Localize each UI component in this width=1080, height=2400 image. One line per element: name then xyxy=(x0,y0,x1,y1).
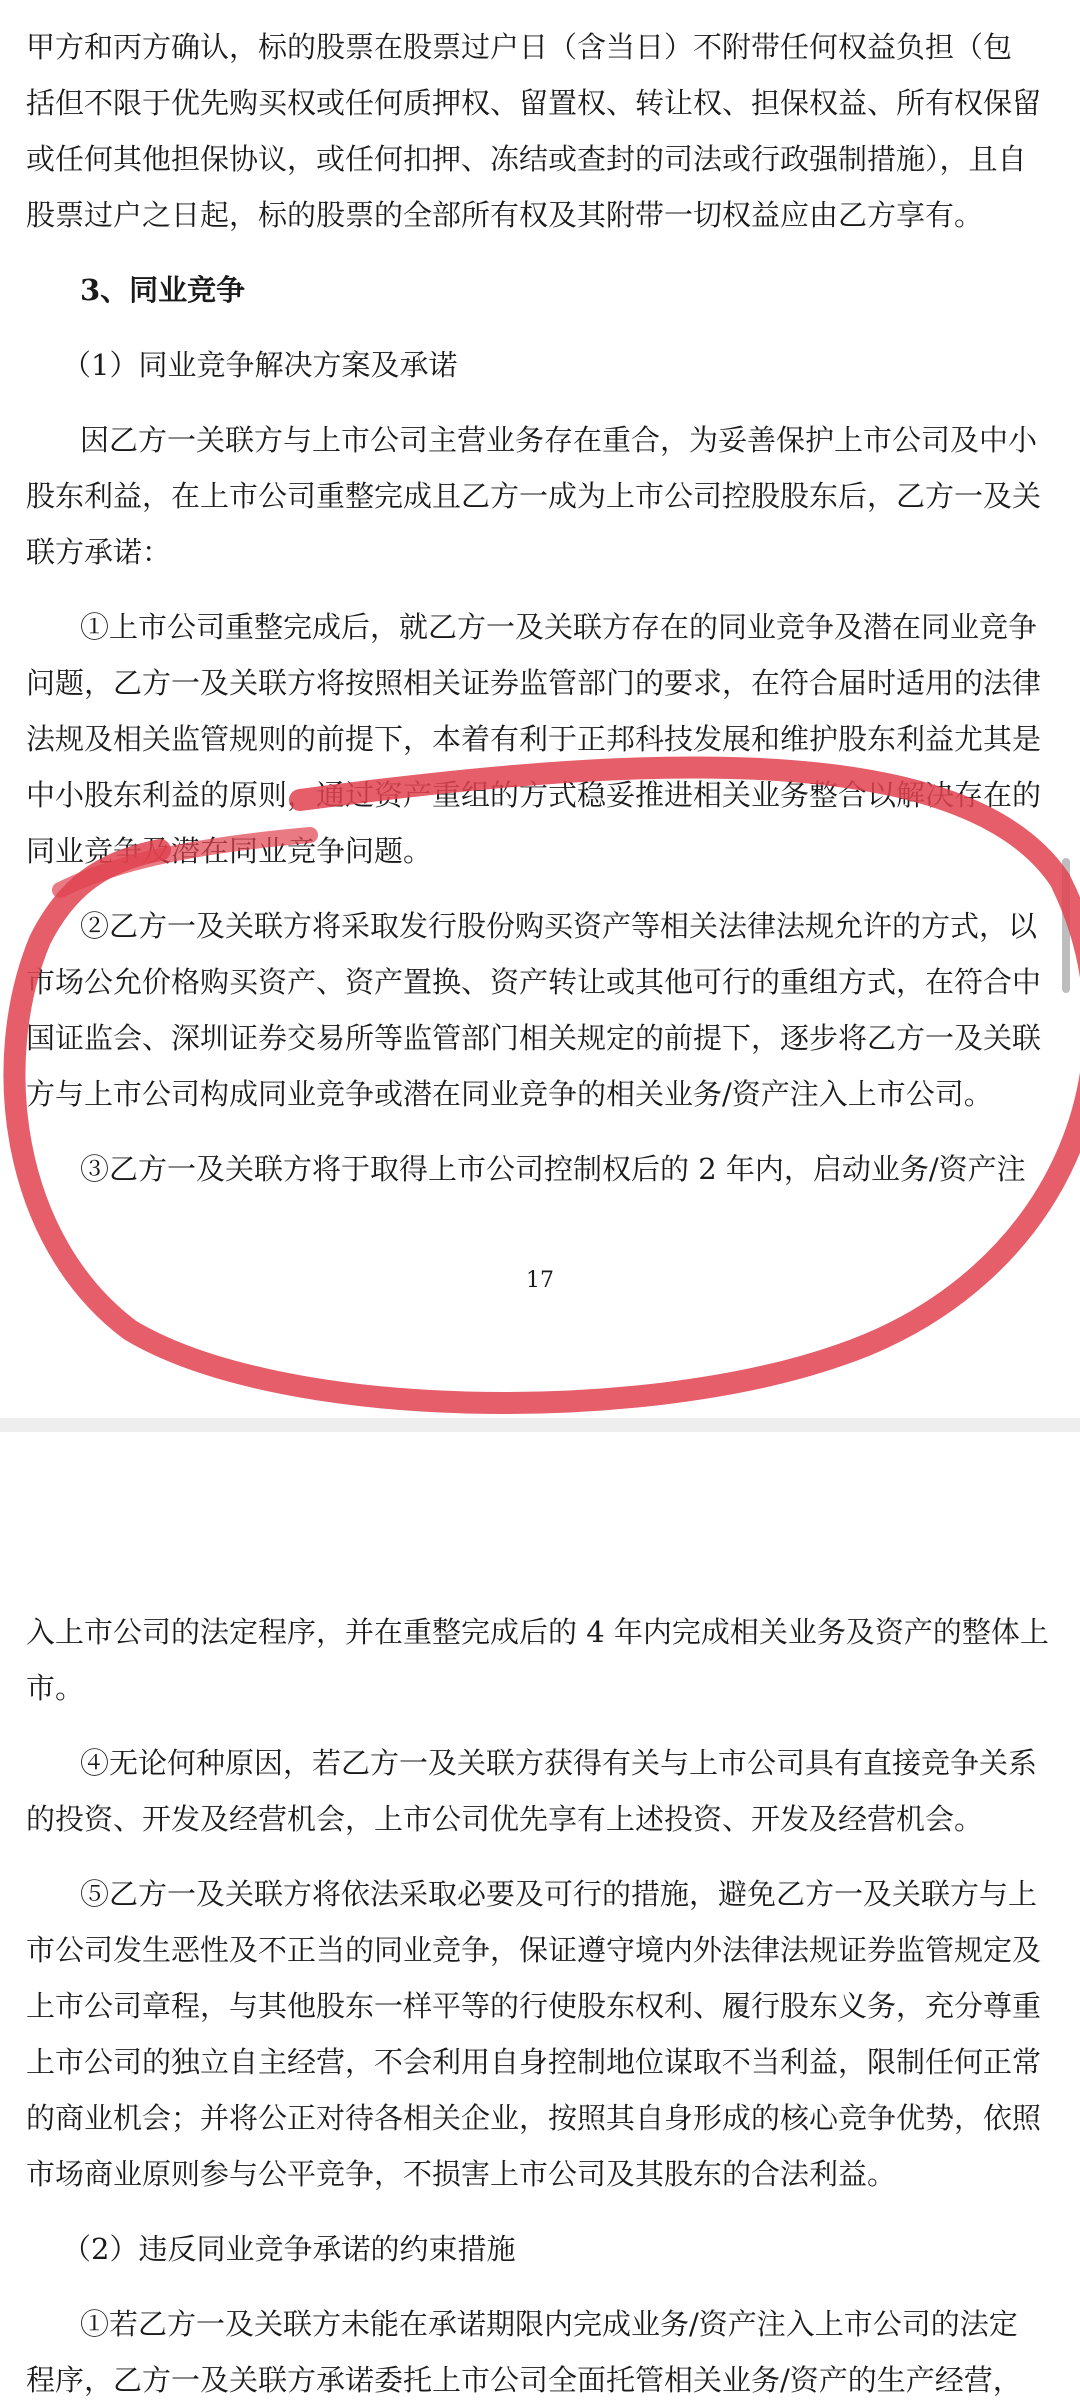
paragraph-line: 程序，乙方一及关联方承诺委托上市公司全面托管相关业务/资产的生产经营， xyxy=(26,2363,1022,2397)
page-number: 17 xyxy=(526,1268,554,1293)
paragraph-line: ②乙方一及关联方将采取发行股份购买资产等相关法律法规允许的方式，以 xyxy=(80,909,1038,943)
paragraph-line: 股东利益，在上市公司重整完成且乙方一成为上市公司控股股东后，乙方一及关 xyxy=(26,479,1042,513)
paragraph-line: 甲方和丙方确认，标的股票在股票过户日（含当日）不附带任何权益负担（包 xyxy=(26,30,1013,64)
paragraph-line: ①上市公司重整完成后，就乙方一及关联方存在的同业竞争及潜在同业竞争 xyxy=(80,610,1038,644)
paragraph-line: 上市公司的独立自主经营，不会利用自身控制地位谋取不当利益，限制任何正常 xyxy=(26,2045,1042,2079)
subsection-heading: （1）同业竞争解决方案及承诺 xyxy=(62,348,458,382)
paragraph-line: 或任何其他担保协议，或任何扣押、冻结或查封的司法或行政强制措施），且自 xyxy=(26,142,1027,176)
paragraph-line: 方与上市公司构成同业竞争或潜在同业竞争的相关业务/资产注入上市公司。 xyxy=(26,1077,993,1111)
paragraph-line: 中小股东利益的原则，通过资产重组的方式稳妥推进相关业务整合以解决存在的 xyxy=(26,778,1042,812)
paragraph-line: ③乙方一及关联方将于取得上市公司控制权后的 2 年内，启动业务/资产注 xyxy=(80,1152,1026,1186)
paragraph-line: 市场公允价格购买资产、资产置换、资产转让或其他可行的重组方式，在符合中 xyxy=(26,965,1042,999)
paragraph-line: 括但不限于优先购买权或任何质押权、留置权、转让权、担保权益、所有权保留 xyxy=(26,86,1042,120)
paragraph-line: ①若乙方一及关联方未能在承诺期限内完成业务/资产注入上市公司的法定 xyxy=(80,2307,1018,2341)
paragraph-line: 股票过户之日起，标的股票的全部所有权及其附带一切权益应由乙方享有。 xyxy=(26,198,984,232)
paragraph-line: 入上市公司的法定程序，并在重整完成后的 4 年内完成相关业务及资产的整体上 xyxy=(26,1615,1049,1649)
paragraph-line: ⑤乙方一及关联方将依法采取必要及可行的措施，避免乙方一及关联方与上 xyxy=(80,1877,1038,1911)
paragraph-line: 的投资、开发及经营机会，上市公司优先享有上述投资、开发及经营机会。 xyxy=(26,1802,984,1836)
paragraph-line: 市场商业原则参与公平竞争，不损害上市公司及其股东的合法利益。 xyxy=(26,2157,897,2191)
paragraph-line: 市。 xyxy=(26,1671,85,1705)
document-page-18 xyxy=(0,1432,1080,2400)
paragraph-line: 法规及相关监管规则的前提下，本着有利于正邦科技发展和维护股东利益尤其是 xyxy=(26,722,1042,756)
paragraph-line: 问题，乙方一及关联方将按照相关证券监管部门的要求，在符合届时适用的法律 xyxy=(26,666,1042,700)
paragraph-line: 联方承诺： xyxy=(26,535,172,569)
paragraph-line: 国证监会、深圳证券交易所等监管部门相关规定的前提下，逐步将乙方一及关联 xyxy=(26,1021,1042,1055)
paragraph-line: ④无论何种原因，若乙方一及关联方获得有关与上市公司具有直接竞争关系 xyxy=(80,1746,1038,1780)
scrollbar-thumb[interactable] xyxy=(1062,858,1070,993)
subsection-heading: （2）违反同业竞争承诺的约束措施 xyxy=(62,2232,516,2266)
page-separator xyxy=(0,1418,1080,1432)
paragraph-line: 的商业机会；并将公正对待各相关企业，按照其自身形成的核心竞争优势，依照 xyxy=(26,2101,1042,2135)
paragraph-line: 因乙方一关联方与上市公司主营业务存在重合，为妥善保护上市公司及中小 xyxy=(80,423,1038,457)
section-heading: 3、同业竞争 xyxy=(80,273,246,307)
paragraph-line: 市公司发生恶性及不正当的同业竞争，保证遵守境内外法律法规证券监管规定及 xyxy=(26,1933,1042,1967)
paragraph-line: 同业竞争及潜在同业竞争问题。 xyxy=(26,834,433,868)
paragraph-line: 上市公司章程，与其他股东一样平等的行使股东权利、履行股东义务，充分尊重 xyxy=(26,1989,1042,2023)
